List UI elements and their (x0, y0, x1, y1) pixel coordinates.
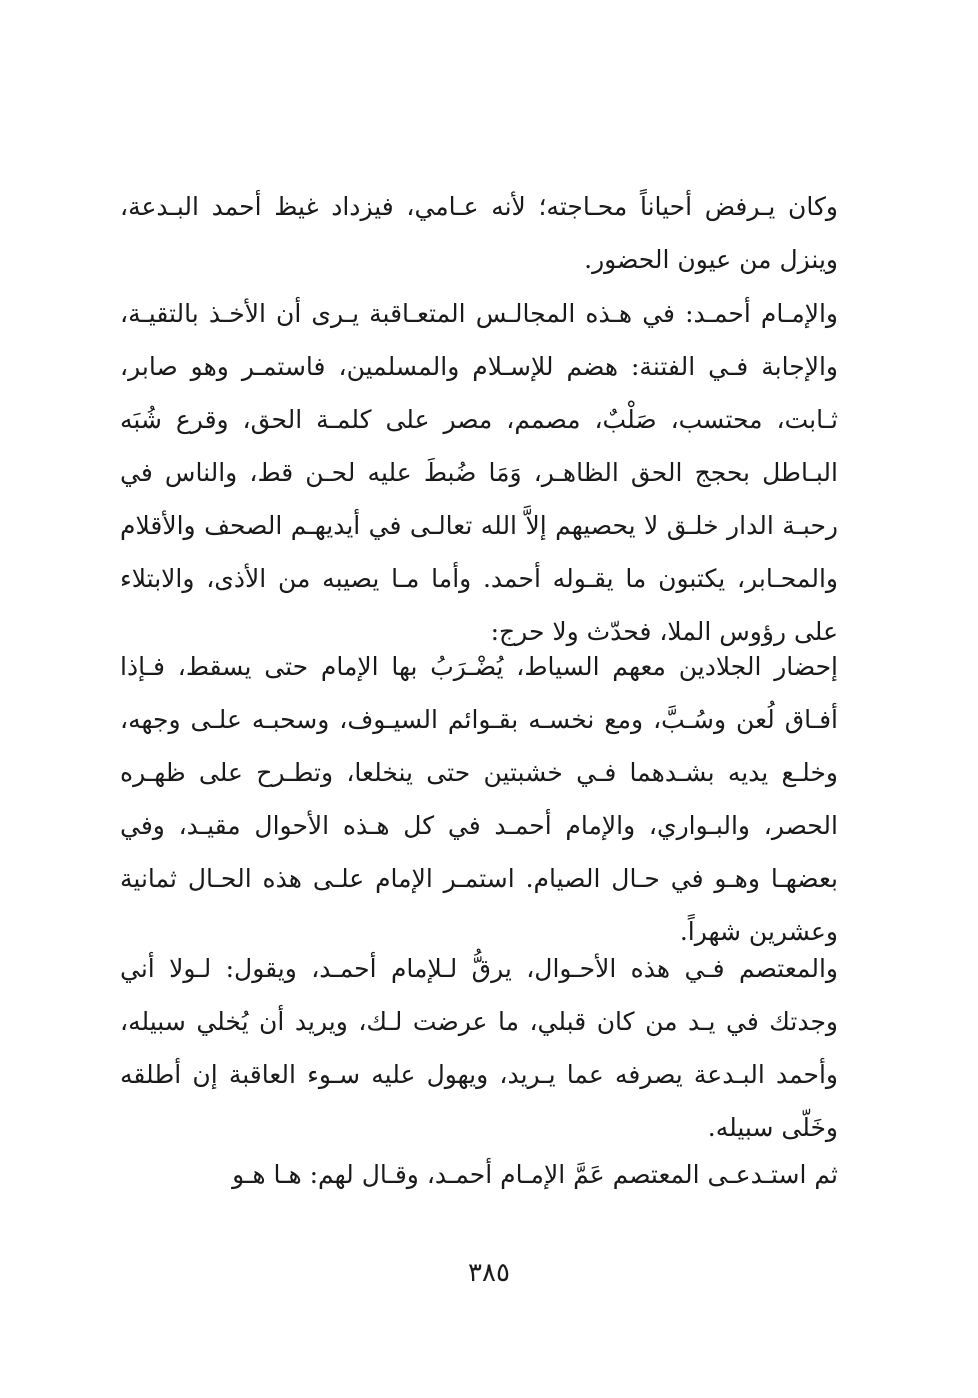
paragraph-text: إحضار الجلادين معهم السياط، يُضْـرَبُ بها الإمام حتى يسقط، فـإذا أفـاق لُعن وسُـبَّ، ومع نخسـه بقـوائم السيـوف، وسحبـه علـى وجهه، وخلـع يديه بشـدهما فـي خشبتين حتى ينخلعا، وتطـرح على ظهـره الحصر، والبـواري، والإمام أحمـد في كل هـذه الأحوال مقيـد، وفي بعضهـا وهـو في حـال الصيام. استمـر الإمام علـى هذه الحـال ثمانية وعشرين شهراً. (120, 652, 838, 946)
paragraph-text: والإمـام أحمـد: في هـذه المجالـس المتعـاقبة يـرى أن الأخـذ بالتقيـة، والإجابة فـي الفتنة: هضم للإسـلام والمسلمين، فاستمـر وهو صابر، ثـابت، محتسب، صَلْبٌ، مصمم، مصر على كلمـة الحق، وقرع شُبَه البـاطل بحجج الحق الظاهـر، وَمَا ضُبطَ عليه لحـن قط، والناس في رحبـة الدار خلـق لا يحصيهم إلاَّ الله تعالـى في أيديهـم الصحف والأقلام والمحـابر، يكتبون ما يقـوله أحمد. وأما مـا يصيبه من الأذى، والابتلاء على رؤوس الملا، فحدّث ولا حرج: (120, 299, 838, 646)
paragraph-3 (120, 640, 838, 958)
paragraph-4 (120, 942, 838, 1154)
paragraph-text: ثم استـدعـى المعتصم عَمَّ الإمـام أحمـد، وقـال لهم: هـا هـو (232, 1160, 838, 1189)
paragraph-text: وكان يـرفض أحياناً محـاجته؛ لأنه عـامي، فيزداد غيظ أحمد البـدعة، وينزل من عيون الحضور. (120, 192, 838, 274)
paragraph-2 (120, 287, 838, 658)
page-number: ٣٨٥ (468, 1258, 510, 1288)
paragraph-text: والمعتصم فـي هذه الأحـوال، يرقُّ لـلإمام أحمـد، ويقول: لـولا أني وجدتك في يـد من كان قبلي، ما عرضت لـك، ويريد أن يُخلي سبيله، وأحمد البـدعة يصرفه عما يـريد، ويهول عليه سـوء العاقبة إن أطلقه وخَلّى سبيله. (120, 954, 838, 1142)
paragraph-1 (120, 180, 838, 286)
paragraph-5 (120, 1148, 838, 1201)
